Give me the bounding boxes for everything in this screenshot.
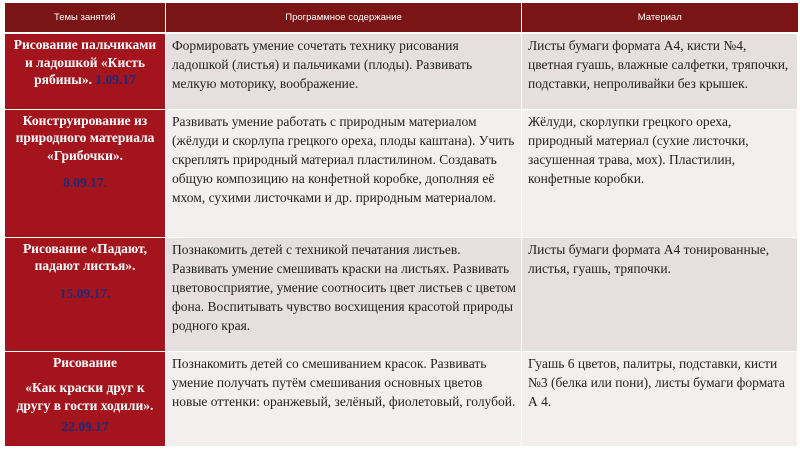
- content-cell: Развивать умение работать с природным материалом (жёлуди и скорлупа грецкого ореха, плоды каштана). Учить скреплять природный материал пластилином. Создавать общую композицию на конфетной коробке, дополняя её мхом, сухими листочками и др. природным материалом.: [166, 109, 522, 237]
- table-row: [5, 351, 798, 446]
- header-material: Материал: [522, 3, 798, 33]
- lesson-plan-table: [4, 3, 798, 447]
- topic-cell: [5, 109, 166, 237]
- spacer: [9, 371, 161, 379]
- topic-cell: [5, 33, 166, 109]
- table-row: [5, 33, 798, 109]
- header-program-content: Программное содержание: [166, 3, 522, 33]
- spacer: [9, 414, 161, 418]
- content-cell: Познакомить детей со смешиванием красок. Развивать умение получать путём смешивания основных цветов новые оттенки: оранжевый, зелёный, фиолетовый, голубой.: [166, 351, 522, 446]
- topic-date: 15.09.17.: [59, 285, 111, 301]
- topic-title: «Как краски друг к другу в гости ходили».: [16, 380, 154, 413]
- table-row: [5, 237, 798, 351]
- spacer: [9, 164, 161, 174]
- material-cell: Гуашь 6 цветов, палитры, подставки, кисти №3 (белка или пони), листы бумаги формата А 4.: [522, 351, 798, 446]
- topic-date: 22.09.17: [61, 419, 109, 434]
- topic-title: Конструирование из природного материала «Грибочки».: [15, 112, 155, 163]
- table-header-row: [5, 3, 798, 33]
- topic-cell: [5, 351, 166, 446]
- topic-title: Рисование пальчиками и ладошкой «Кисть рябины».: [13, 37, 157, 87]
- topic-cell: [5, 237, 166, 351]
- material-cell: Листы бумаги формата А4 тонированные, листья, гуашь, тряпочки.: [522, 237, 798, 351]
- topic-date: 1.09.17: [95, 72, 136, 87]
- topic-title: Рисование «Падают, падают листья».: [22, 240, 148, 273]
- spacer: [9, 275, 161, 285]
- content-cell: Формировать умение сочетать технику рисования ладошкой (листья) и пальчиками (плоды). Развивать мелкую моторику, воображение.: [166, 33, 522, 109]
- topic-date: 8.09.17.: [63, 175, 107, 190]
- material-cell: Жёлуди, скорлупки грецкого ореха, природный материал (сухие листочки, засушенная трава, мох). Пластилин, конфетные коробки.: [522, 109, 798, 237]
- header-topics: Темы занятий: [5, 3, 166, 33]
- topic-title-line1: Рисование: [52, 354, 118, 370]
- table-row: [5, 109, 798, 237]
- content-cell: Познакомить детей с техникой печатания листьев. Развивать умение смешивать краски на листьях. Развивать цветовосприятие, умение соотносить цвет листьев с цветом фона. Воспитывать чувство восхищения красотой природы родного края.: [166, 237, 522, 351]
- material-cell: Листы бумаги формата А4, кисти №4, цветная гуашь, влажные салфетки, тряпочки, подставки, непроливайки без крышек.: [522, 33, 798, 109]
